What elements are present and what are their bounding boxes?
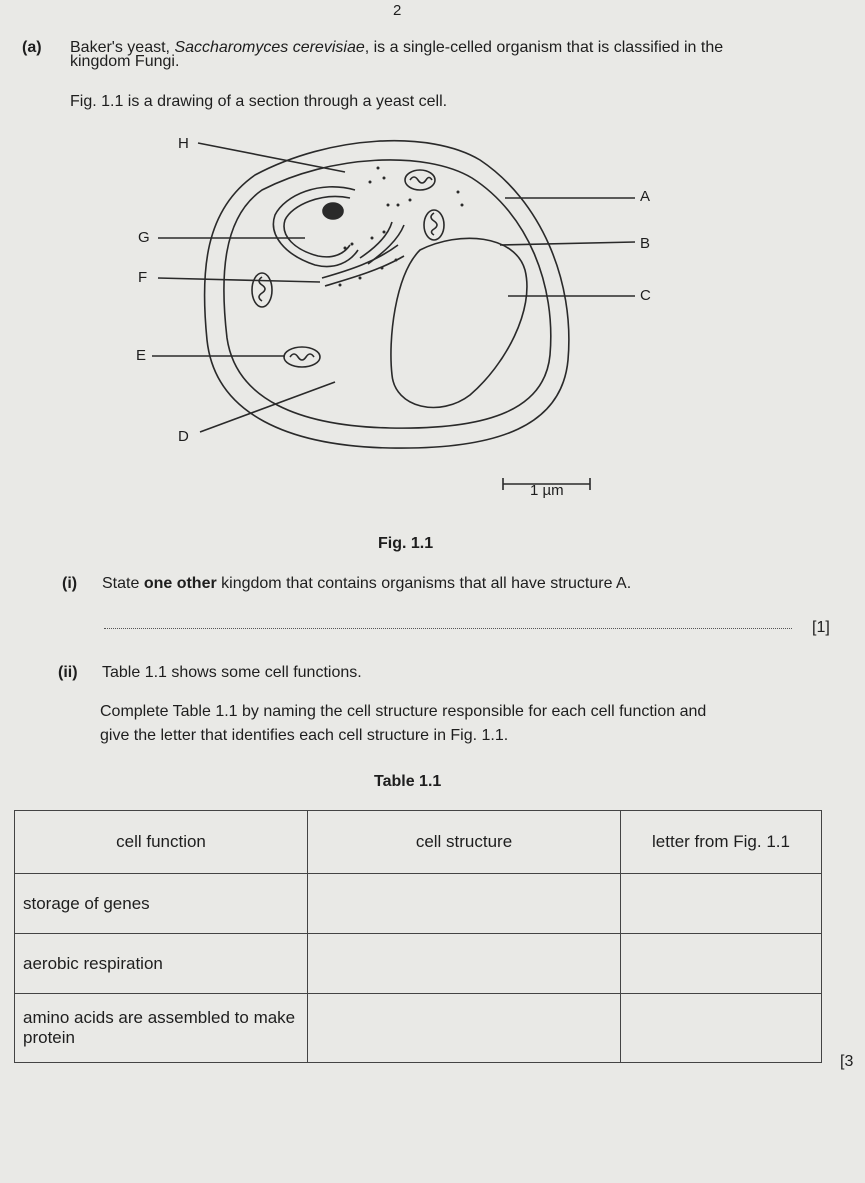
intro-prefix: Baker's yeast, <box>70 39 175 56</box>
part-i-question <box>102 574 631 594</box>
answer-line-i[interactable] <box>104 614 792 629</box>
part-a-intro-line2: kingdom Fungi. <box>70 53 180 70</box>
species-name: Saccharomyces cerevisiae <box>174 39 365 56</box>
function-cell: aerobic respiration <box>15 934 308 994</box>
function-cell: amino acids are assembled to make protein <box>15 994 308 1063</box>
part-i-text-bold: one other <box>143 575 217 592</box>
cell-wall-outer <box>204 141 568 448</box>
part-ii-text2-line1: Complete Table 1.1 by naming the cell structure responsible for each cell function and <box>100 703 707 720</box>
marks-i: [1] <box>812 619 830 636</box>
yeast-cell-diagram <box>0 0 865 560</box>
part-i-text-pre: State <box>102 575 144 592</box>
part-ii-label: (ii) <box>58 664 78 681</box>
structure-answer-cell[interactable] <box>308 934 621 994</box>
letter-answer-cell[interactable] <box>621 874 822 934</box>
figure-caption: Fig. 1.1 <box>378 535 434 552</box>
part-a-label: (a) <box>22 39 42 56</box>
table-row <box>15 874 822 934</box>
header-cell-function: cell function <box>15 811 308 874</box>
header-cell-structure: cell structure <box>308 811 621 874</box>
vacuole <box>391 238 527 407</box>
structure-answer-cell[interactable] <box>308 994 621 1063</box>
part-ii-text2-line2: give the letter that identifies each cell structure in Fig. 1.1. <box>100 727 509 744</box>
label-e: E <box>136 347 147 364</box>
label-f: F <box>138 269 148 286</box>
label-c: C <box>640 287 651 304</box>
rough-er-1 <box>322 245 398 278</box>
marks-ii: [3 <box>840 1053 854 1070</box>
header-letter: letter from Fig. 1.1 <box>621 811 822 874</box>
table-title: Table 1.1 <box>374 773 442 790</box>
part-i-label: (i) <box>62 575 78 592</box>
table-header-row <box>15 811 822 874</box>
mitochondrion-lower <box>284 347 320 367</box>
function-cell: storage of genes <box>15 874 308 934</box>
table-row <box>15 994 822 1063</box>
label-d: D <box>178 428 189 445</box>
rough-er-2 <box>325 256 404 286</box>
label-h: H <box>178 135 189 152</box>
part-ii-text1: Table 1.1 shows some cell functions. <box>102 664 362 681</box>
table-row <box>15 934 822 994</box>
nucleolus <box>323 203 343 219</box>
intro-suffix: , is a single-celled organism that is classified in the <box>364 39 724 56</box>
label-a: A <box>640 188 651 205</box>
fig-intro: Fig. 1.1 is a drawing of a section through a yeast cell. <box>70 93 448 110</box>
structure-answer-cell[interactable] <box>308 874 621 934</box>
label-b: B <box>640 235 651 252</box>
letter-answer-cell[interactable] <box>621 934 822 994</box>
letter-answer-cell[interactable] <box>621 994 822 1063</box>
page-number: 2 <box>393 2 402 19</box>
label-g: G <box>138 229 150 246</box>
mitochondrion-left <box>252 273 272 307</box>
part-i-text-post: kingdom that contains organisms that all have structure A. <box>216 575 632 592</box>
mitochondrion-right <box>424 210 444 240</box>
mitochondrion-top <box>405 170 435 190</box>
cell-membrane <box>224 160 551 428</box>
scale-bar-label: 1 µm <box>530 482 564 499</box>
table-1-1 <box>14 810 822 1063</box>
